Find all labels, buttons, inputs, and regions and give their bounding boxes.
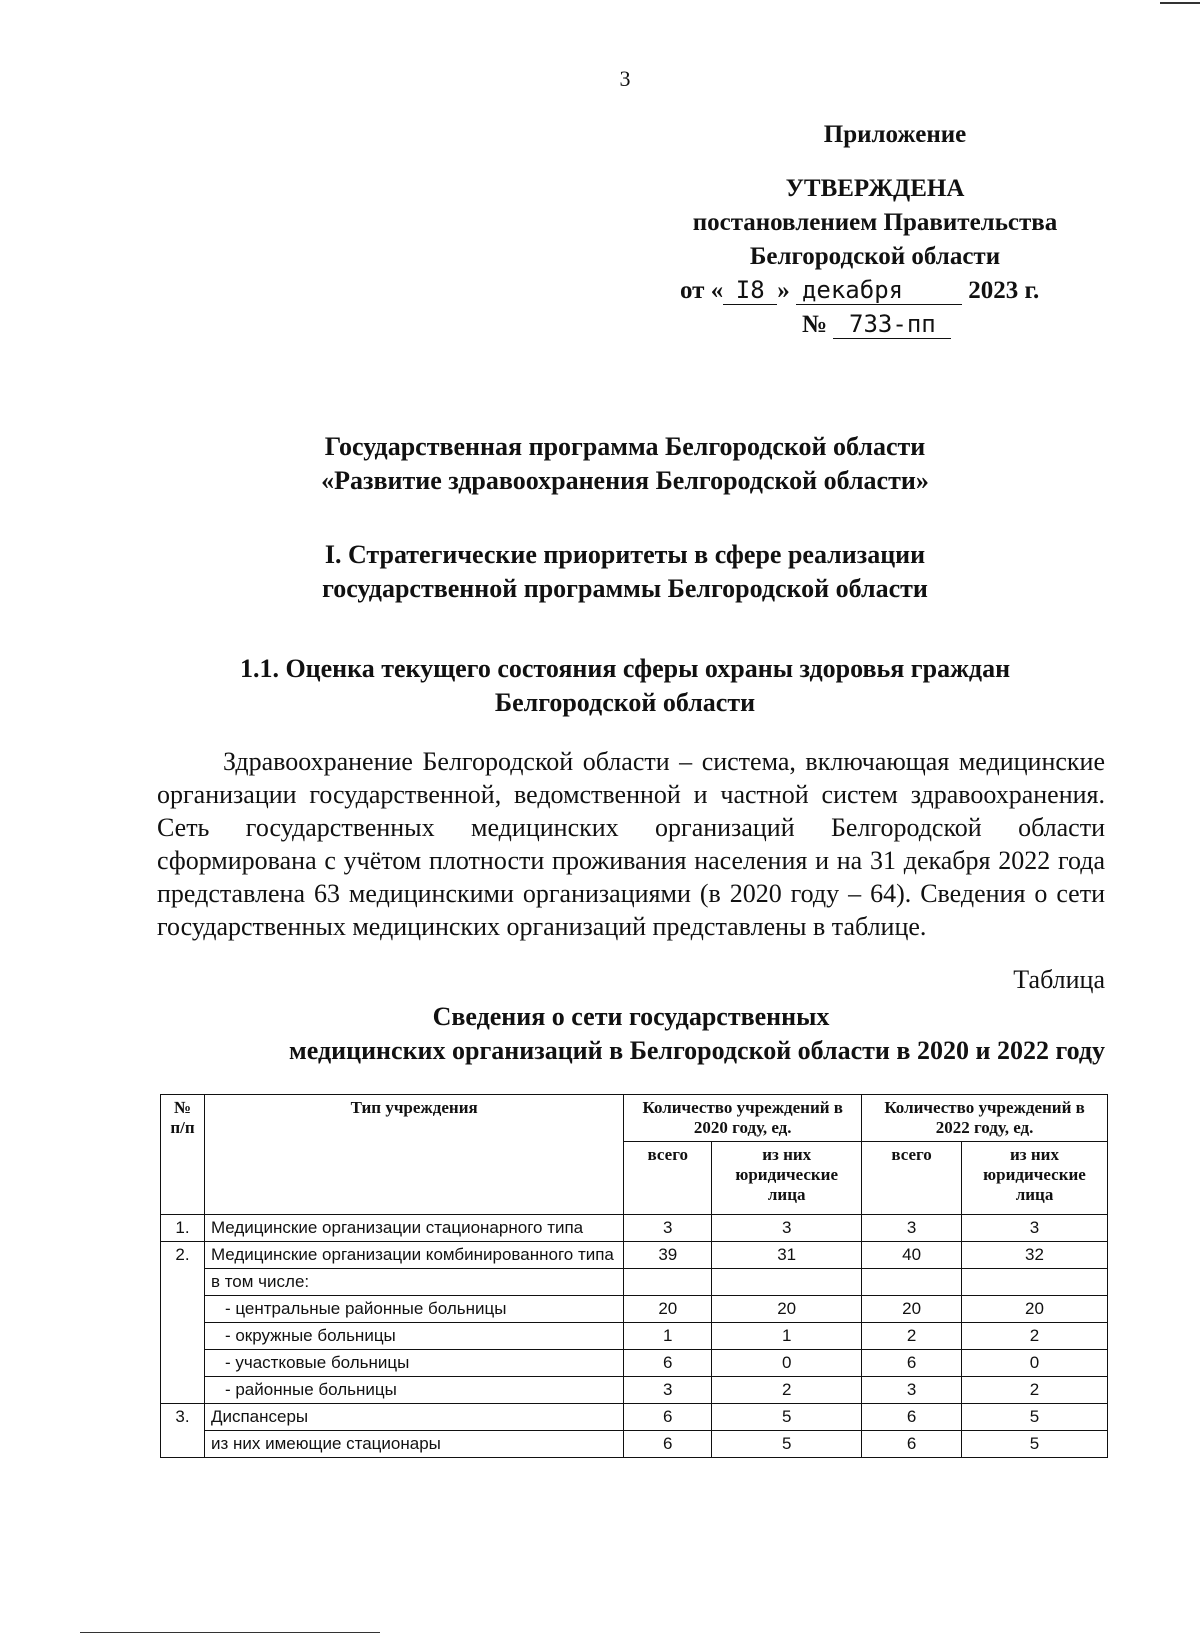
table-row: [161, 1404, 1108, 1431]
row-2022-total: 6: [862, 1404, 962, 1431]
date-month: декабря: [796, 276, 962, 305]
row-type: Диспансеры: [204, 1404, 623, 1431]
row-2022-legal: 2: [962, 1323, 1108, 1350]
row-2022-legal: 32: [962, 1242, 1108, 1269]
table-row: [161, 1269, 1108, 1296]
row-2020-total: 20: [624, 1296, 712, 1323]
row-2020-total: 3: [624, 1215, 712, 1242]
table-title-line1: Сведения о сети государственных: [432, 1002, 830, 1031]
medical-organizations-table: [160, 1094, 1108, 1458]
table-row: [161, 1377, 1108, 1404]
row-2022-total: 20: [862, 1296, 962, 1323]
date-day: I8: [723, 276, 777, 305]
row-num: 2.: [161, 1242, 205, 1404]
row-num: 3.: [161, 1404, 205, 1458]
row-2022-legal: 20: [962, 1296, 1108, 1323]
body-paragraph: Здравоохранение Белгородской области – система, включающая медицинские организации государственной, ведомственной и частной систем здравоохранения. Сеть государственных медицинских организаций Белгородской области сформирована с учётом плотности проживания населения и на 31 декабря 2022 года представлена 63 медицинскими организациями (в 2020 году – 64). Сведения о сети государственных медицинских организаций представлены в таблице.: [157, 747, 1105, 941]
approval-date: [640, 274, 1110, 308]
row-2022-total: 2: [862, 1323, 962, 1350]
date-mid: »: [777, 277, 790, 304]
resolution-label: постановлением Правительства: [692, 209, 1058, 236]
row-2020-legal: 5: [712, 1431, 862, 1458]
header-2020-total: всего: [624, 1142, 712, 1215]
subsection-title-line1: 1.1. Оценка текущего состояния сферы охраны здоровья граждан: [239, 654, 1011, 683]
subsection-title-line2: Белгородской области: [494, 688, 756, 717]
table-row: [161, 1215, 1108, 1242]
row-num: 1.: [161, 1215, 205, 1242]
header-2022-total: всего: [862, 1142, 962, 1215]
row-2022-total: 6: [862, 1431, 962, 1458]
row-2022-total: 40: [862, 1242, 962, 1269]
row-2020-legal: [712, 1269, 862, 1296]
header-type: Тип учреждения: [204, 1095, 623, 1215]
scan-artifact-line: [80, 1632, 380, 1633]
table-row: [161, 1350, 1108, 1377]
row-2020-total: 6: [624, 1431, 712, 1458]
header-2020: Количество учреждений в 2020 году, ед.: [624, 1095, 862, 1142]
subsection-title: [150, 652, 1100, 720]
row-2022-legal: 2: [962, 1377, 1108, 1404]
program-title: [150, 430, 1100, 498]
number-prefix: №: [802, 311, 828, 338]
header-num: № п/п: [161, 1095, 205, 1215]
row-2020-total: 1: [624, 1323, 712, 1350]
row-2020-total: 6: [624, 1404, 712, 1431]
row-type: Медицинские организации комбинированного типа: [204, 1242, 623, 1269]
approval-stamp-block: [640, 118, 1110, 342]
row-2022-legal: 0: [962, 1350, 1108, 1377]
row-2020-legal: 20: [712, 1296, 862, 1323]
table-title-line2: медицинских организаций в Белгородской области в 2020 и 2022 году: [289, 1036, 1105, 1065]
table-row: [161, 1323, 1108, 1350]
section-title-line2: государственной программы Белгородской области: [322, 574, 928, 603]
row-type: из них имеющие стационары: [204, 1431, 623, 1458]
row-type: - центральные районные больницы: [204, 1296, 623, 1323]
header-2020-legal: из них юридические лица: [712, 1142, 862, 1215]
scan-artifact-line: [1160, 2, 1200, 4]
section-title-line1: I. Стратегические приоритеты в сфере реализации: [324, 540, 926, 569]
row-2022-total: 6: [862, 1350, 962, 1377]
table-row: [161, 1242, 1108, 1269]
row-2020-legal: 2: [712, 1377, 862, 1404]
header-2022-legal: из них юридические лица: [962, 1142, 1108, 1215]
approval-number: [640, 308, 1110, 342]
row-2022-total: [862, 1269, 962, 1296]
approved-label: УТВЕРЖДЕНА: [785, 175, 965, 202]
row-2022-legal: 5: [962, 1404, 1108, 1431]
row-2020-total: 6: [624, 1350, 712, 1377]
row-2020-legal: 5: [712, 1404, 862, 1431]
row-type: - окружные больницы: [204, 1323, 623, 1350]
region-label: Белгородской области: [749, 243, 1001, 270]
row-type: Медицинские организации стационарного типа: [204, 1215, 623, 1242]
table-label: Таблица: [1013, 965, 1105, 994]
row-2022-total: 3: [862, 1377, 962, 1404]
row-2020-total: 3: [624, 1377, 712, 1404]
row-2020-legal: 31: [712, 1242, 862, 1269]
program-title-line1: Государственная программа Белгородской области: [324, 432, 926, 461]
row-type: в том числе:: [204, 1269, 623, 1296]
row-2022-legal: [962, 1269, 1108, 1296]
table-row: [161, 1431, 1108, 1458]
section-title: [150, 538, 1100, 606]
page-number: 3: [619, 66, 631, 91]
row-2020-total: 39: [624, 1242, 712, 1269]
row-2020-legal: 0: [712, 1350, 862, 1377]
row-type: - районные больницы: [204, 1377, 623, 1404]
date-year: 2023 г.: [968, 277, 1040, 304]
document-number: 733-пп: [833, 310, 951, 339]
table-row: [161, 1296, 1108, 1323]
row-2020-legal: 3: [712, 1215, 862, 1242]
row-2022-legal: 3: [962, 1215, 1108, 1242]
program-title-line2: «Развитие здравоохранения Белгородской области»: [321, 466, 929, 495]
appendix-label: Приложение: [823, 121, 967, 148]
date-prefix: от «: [680, 277, 724, 304]
row-type: - участковые больницы: [204, 1350, 623, 1377]
table-title: [157, 1000, 1105, 1068]
row-2022-total: 3: [862, 1215, 962, 1242]
row-2020-total: [624, 1269, 712, 1296]
row-2022-legal: 5: [962, 1431, 1108, 1458]
row-2020-legal: 1: [712, 1323, 862, 1350]
header-2022: Количество учреждений в 2022 году, ед.: [862, 1095, 1108, 1142]
